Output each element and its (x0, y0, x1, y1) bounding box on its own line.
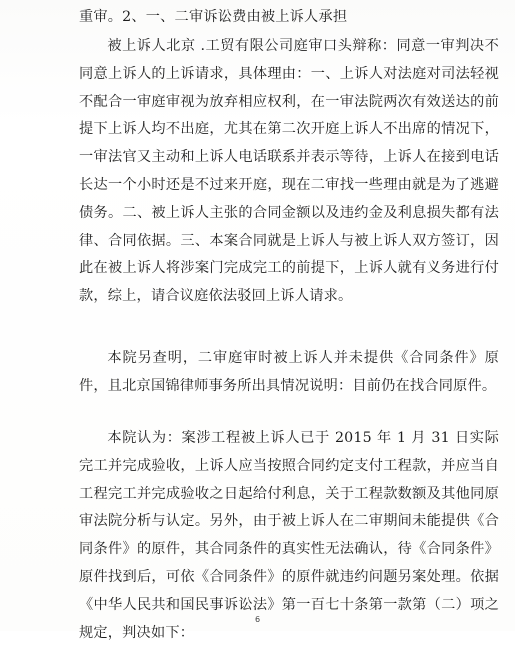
paragraph-text: 本院认为：案涉工程被上诉人已于 2015 年 1 月 31 日实际完工并完成验收，上诉人应当按照合同约定支付工程款，并应当自工程完工并完成验收之日起给付利息，关于工程款数额及其他同原审法院分析与认定。另外，由于被上诉人在二审期间未能提供《合同条件》的原件，其合同条件的真实性无法确认，待《合同条件》原件找到后，可依《合同条件》的原件就违约问题另案处理。依据《中华人民共和国民事诉讼法》第一百七十条第一款第（二）项之规定，判决如下： (79, 430, 499, 641)
page-number: 6 (254, 615, 261, 624)
paragraph-1 (79, 4, 499, 32)
paragraph-3 (79, 345, 499, 401)
paragraph-text: 被上诉人北京 .工贸有限公司庭审口头辩称：同意一审判决不同意上诉人的上诉请求，具体理由：一、上诉人对法庭对司法轻视不配合一审庭审视为放弃相应权利，在一审法院两次有效送达的前提下上诉人均不出庭，尤其在第二次开庭上诉人不出席的情况下，一审法官又主动和上诉人电话联系并表示等待，上诉人在接到电话长达一个小时还是不过来开庭，现在二审找一些理由就是为了逃避债务。二、被上诉人主张的合同金额以及违约金及利息损失都有法律、合同依据。三、本案合同就是上诉人与被上诉人双方签订，因此在被上诉人将涉案门完成完工的前提下，上诉人就有义务进行付款，综上，请合议庭依法驳回上诉人请求。 (79, 38, 499, 305)
paragraph-2 (79, 33, 499, 311)
paragraph-text: 本院另查明，二审庭审时被上诉人并未提供《合同条件》原件，且北京国锦律师事务所出具情况说明：目前仍在找合同原件。 (79, 350, 499, 394)
paragraph-text: 重审。2、一、二审诉讼费由被上诉人承担 (79, 9, 348, 25)
paragraph-4 (79, 425, 499, 647)
